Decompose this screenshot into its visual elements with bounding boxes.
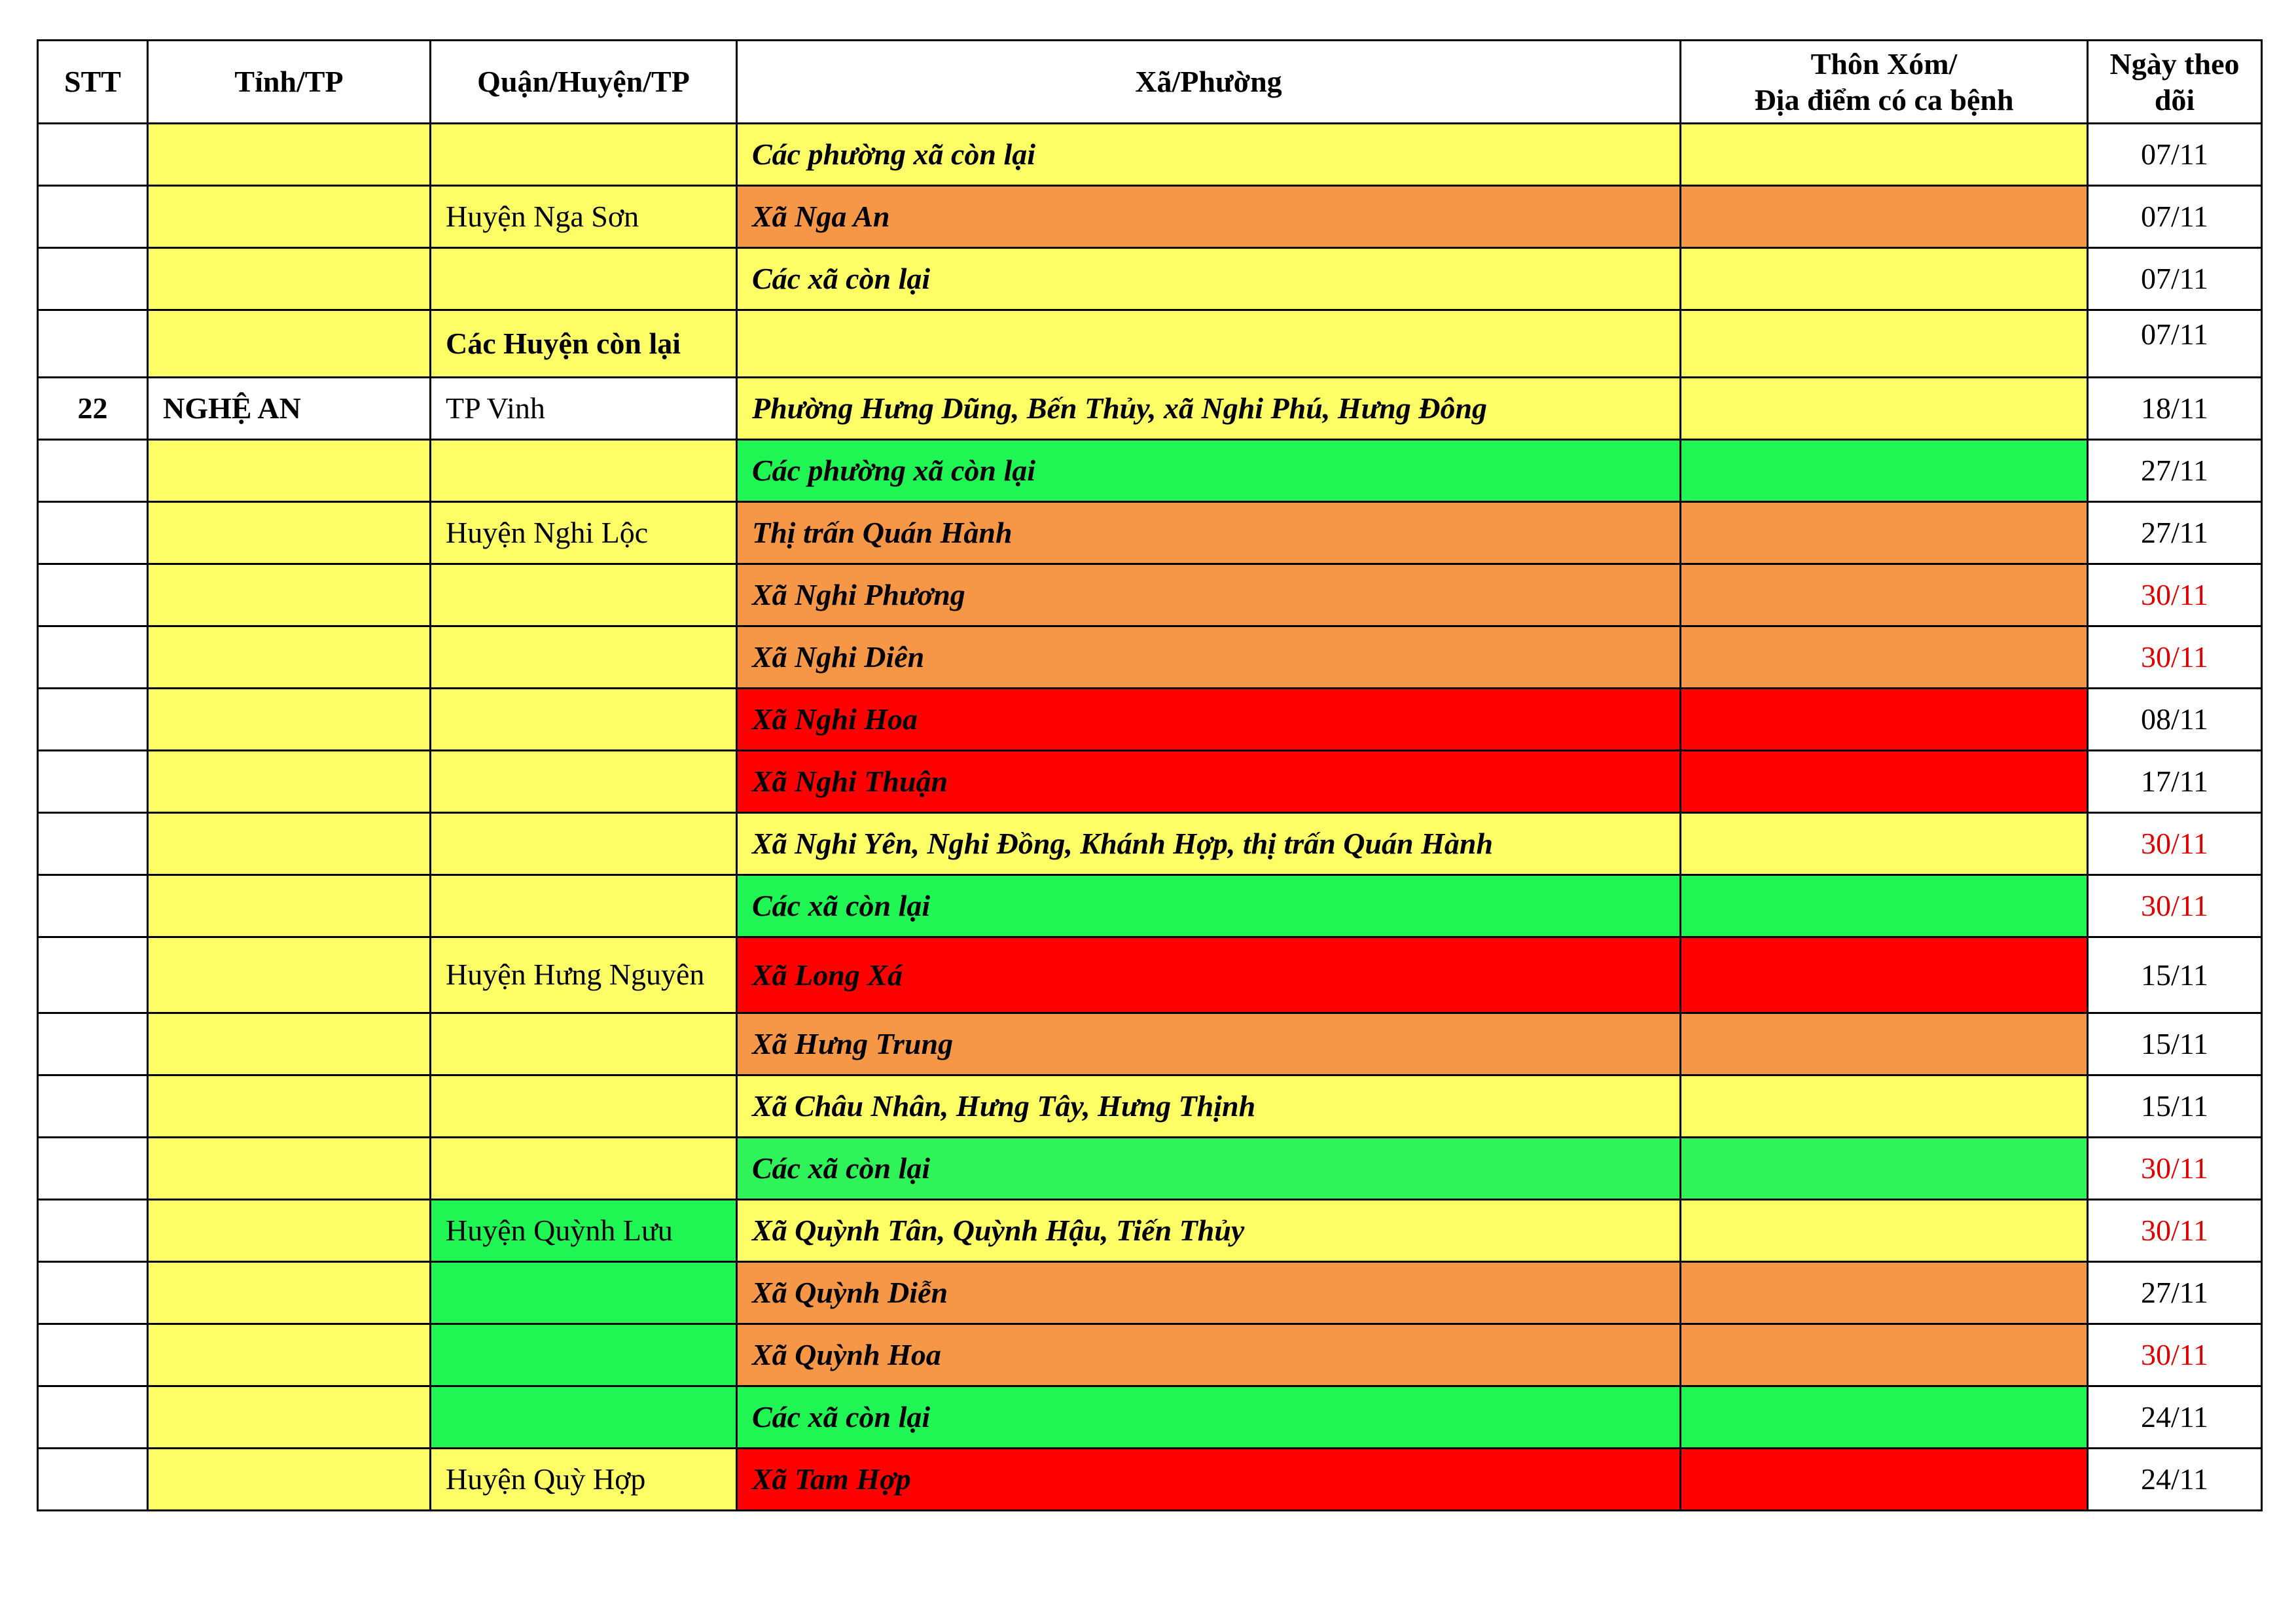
cell-district: [431, 248, 737, 310]
cell-location: [1681, 502, 2088, 564]
cell-location: [1681, 378, 2088, 440]
table-row: [38, 248, 2262, 310]
cell-province: [148, 937, 431, 1013]
cell-province: [148, 186, 431, 248]
cell-province: [148, 440, 431, 502]
cell-ward: [737, 310, 1681, 378]
header-district: Quận/Huyện/TP: [431, 41, 737, 124]
cell-stt: [38, 1013, 148, 1075]
cell-location: [1681, 689, 2088, 751]
header-province: Tỉnh/TP: [148, 41, 431, 124]
cell-location: [1681, 875, 2088, 937]
cell-date: 15/11: [2088, 937, 2262, 1013]
cell-date: 24/11: [2088, 1449, 2262, 1511]
cell-district: [431, 124, 737, 186]
cell-district: [431, 1138, 737, 1200]
cell-ward: Xã Hưng Trung: [737, 1013, 1681, 1075]
cell-district: [431, 626, 737, 689]
cell-province: [148, 1324, 431, 1386]
cell-stt: [38, 751, 148, 813]
header-location: [1681, 41, 2088, 124]
cell-district: [431, 751, 737, 813]
cell-stt: [38, 124, 148, 186]
cell-location: [1681, 1200, 2088, 1262]
cell-stt: [38, 1386, 148, 1449]
cell-location: [1681, 124, 2088, 186]
cell-district: [431, 440, 737, 502]
cell-date: 17/11: [2088, 751, 2262, 813]
table-row: [38, 310, 2262, 378]
cell-province: [148, 689, 431, 751]
header-row: [38, 41, 2262, 124]
cell-district: [431, 689, 737, 751]
header-date: [2088, 41, 2262, 124]
cell-ward: Các xã còn lại: [737, 1138, 1681, 1200]
cell-ward: Xã Nghi Hoa: [737, 689, 1681, 751]
cell-location: [1681, 1075, 2088, 1138]
cell-date: 30/11: [2088, 875, 2262, 937]
cell-date: 27/11: [2088, 440, 2262, 502]
cell-province: [148, 310, 431, 378]
cell-ward: Các xã còn lại: [737, 248, 1681, 310]
cell-ward: Xã Châu Nhân, Hưng Tây, Hưng Thịnh: [737, 1075, 1681, 1138]
table-row: [38, 1200, 2262, 1262]
cell-ward: Xã Nghi Diên: [737, 626, 1681, 689]
cell-province: [148, 875, 431, 937]
cell-location: [1681, 248, 2088, 310]
cell-province: [148, 564, 431, 626]
header-stt: STT: [38, 41, 148, 124]
table-row: [38, 124, 2262, 186]
table-row: [38, 440, 2262, 502]
cell-date: 30/11: [2088, 626, 2262, 689]
cell-ward: Xã Nghi Thuận: [737, 751, 1681, 813]
cell-ward: Các xã còn lại: [737, 1386, 1681, 1449]
cell-stt: [38, 310, 148, 378]
table-row: [38, 689, 2262, 751]
cell-province: [148, 1200, 431, 1262]
cell-stt: [38, 1138, 148, 1200]
cell-stt: [38, 1324, 148, 1386]
cell-location: [1681, 1138, 2088, 1200]
cell-location: [1681, 813, 2088, 875]
table-row: [38, 378, 2262, 440]
cell-ward: Xã Long Xá: [737, 937, 1681, 1013]
table-row: [38, 813, 2262, 875]
cell-date: 27/11: [2088, 1262, 2262, 1324]
cell-district: [431, 1324, 737, 1386]
cell-district: Huyện Nga Sơn: [431, 186, 737, 248]
cell-stt: [38, 875, 148, 937]
cell-province: [148, 502, 431, 564]
cell-date: 08/11: [2088, 689, 2262, 751]
cell-location: [1681, 626, 2088, 689]
cell-ward: Xã Nghi Yên, Nghi Đồng, Khánh Hợp, thị trấn Quán Hành: [737, 813, 1681, 875]
cell-ward: Thị trấn Quán Hành: [737, 502, 1681, 564]
table-row: [38, 1075, 2262, 1138]
header-date-text: Ngày theo dõi: [2109, 46, 2240, 117]
cell-location: [1681, 1262, 2088, 1324]
cell-date: 30/11: [2088, 1200, 2262, 1262]
cell-district: Huyện Nghi Lộc: [431, 502, 737, 564]
cell-province: [148, 813, 431, 875]
cell-ward: Các phường xã còn lại: [737, 124, 1681, 186]
cell-province: [148, 124, 431, 186]
cell-ward: Xã Nghi Phương: [737, 564, 1681, 626]
cell-ward: Các phường xã còn lại: [737, 440, 1681, 502]
cell-date: 30/11: [2088, 1324, 2262, 1386]
cell-stt: [38, 1200, 148, 1262]
cell-date: 07/11: [2088, 310, 2262, 378]
cell-ward: Các xã còn lại: [737, 875, 1681, 937]
cell-location: [1681, 564, 2088, 626]
cell-ward: Xã Quỳnh Diễn: [737, 1262, 1681, 1324]
table-row: [38, 1138, 2262, 1200]
cell-province: [148, 1075, 431, 1138]
cell-location: [1681, 1013, 2088, 1075]
table-row: [38, 186, 2262, 248]
cell-stt: [38, 689, 148, 751]
cell-ward: Xã Tam Hợp: [737, 1449, 1681, 1511]
cell-district: TP Vinh: [431, 378, 737, 440]
cell-province: [148, 1449, 431, 1511]
cell-location: [1681, 1324, 2088, 1386]
cell-stt: [38, 248, 148, 310]
cell-ward: Xã Quỳnh Tân, Quỳnh Hậu, Tiến Thủy: [737, 1200, 1681, 1262]
cell-stt: [38, 1262, 148, 1324]
cell-stt: [38, 813, 148, 875]
cell-date: 07/11: [2088, 186, 2262, 248]
cell-stt: [38, 937, 148, 1013]
cell-district: Huyện Quỳ Hợp: [431, 1449, 737, 1511]
zone-status-table: [37, 39, 2263, 1511]
cell-stt: [38, 502, 148, 564]
cell-location: [1681, 937, 2088, 1013]
table-row: [38, 937, 2262, 1013]
cell-stt: [38, 564, 148, 626]
cell-location: [1681, 751, 2088, 813]
cell-date: 30/11: [2088, 1138, 2262, 1200]
cell-province: [148, 1262, 431, 1324]
table-row: [38, 875, 2262, 937]
cell-ward: Xã Nga An: [737, 186, 1681, 248]
cell-district: [431, 1386, 737, 1449]
cell-date: 27/11: [2088, 502, 2262, 564]
cell-stt: [38, 186, 148, 248]
table-row: [38, 1013, 2262, 1075]
cell-date: 15/11: [2088, 1013, 2262, 1075]
cell-province: [148, 1138, 431, 1200]
header-location-text: Thôn Xóm/ Địa điểm có ca bệnh: [1754, 46, 2014, 117]
cell-district: Huyện Hưng Nguyên: [431, 937, 737, 1013]
cell-date: 07/11: [2088, 248, 2262, 310]
table-row: [38, 1449, 2262, 1511]
cell-district: [431, 875, 737, 937]
header-ward: Xã/Phường: [737, 41, 1681, 124]
cell-stt: [38, 440, 148, 502]
cell-province: [148, 1386, 431, 1449]
cell-province: [148, 626, 431, 689]
cell-location: [1681, 310, 2088, 378]
cell-province: [148, 751, 431, 813]
cell-ward: Xã Quỳnh Hoa: [737, 1324, 1681, 1386]
cell-location: [1681, 186, 2088, 248]
table-row: [38, 1324, 2262, 1386]
cell-date: 18/11: [2088, 378, 2262, 440]
table-row: [38, 626, 2262, 689]
cell-district: [431, 813, 737, 875]
cell-location: [1681, 1449, 2088, 1511]
cell-location: [1681, 440, 2088, 502]
cell-district: Các Huyện còn lại: [431, 310, 737, 378]
cell-province: NGHỆ AN: [148, 378, 431, 440]
cell-district: [431, 1262, 737, 1324]
cell-district: [431, 1075, 737, 1138]
cell-date: 30/11: [2088, 564, 2262, 626]
cell-district: [431, 1013, 737, 1075]
cell-district: [431, 564, 737, 626]
cell-stt: [38, 1449, 148, 1511]
cell-province: [148, 1013, 431, 1075]
table-row: [38, 564, 2262, 626]
cell-stt: 22: [38, 378, 148, 440]
cell-ward: Phường Hưng Dũng, Bến Thủy, xã Nghi Phú, Hưng Đông: [737, 378, 1681, 440]
cell-stt: [38, 626, 148, 689]
table-row: [38, 502, 2262, 564]
table-row: [38, 751, 2262, 813]
cell-date: 15/11: [2088, 1075, 2262, 1138]
cell-district: Huyện Quỳnh Lưu: [431, 1200, 737, 1262]
cell-date: 30/11: [2088, 813, 2262, 875]
cell-date: 07/11: [2088, 124, 2262, 186]
cell-stt: [38, 1075, 148, 1138]
cell-province: [148, 248, 431, 310]
table-row: [38, 1386, 2262, 1449]
cell-date: 24/11: [2088, 1386, 2262, 1449]
table-row: [38, 1262, 2262, 1324]
cell-location: [1681, 1386, 2088, 1449]
